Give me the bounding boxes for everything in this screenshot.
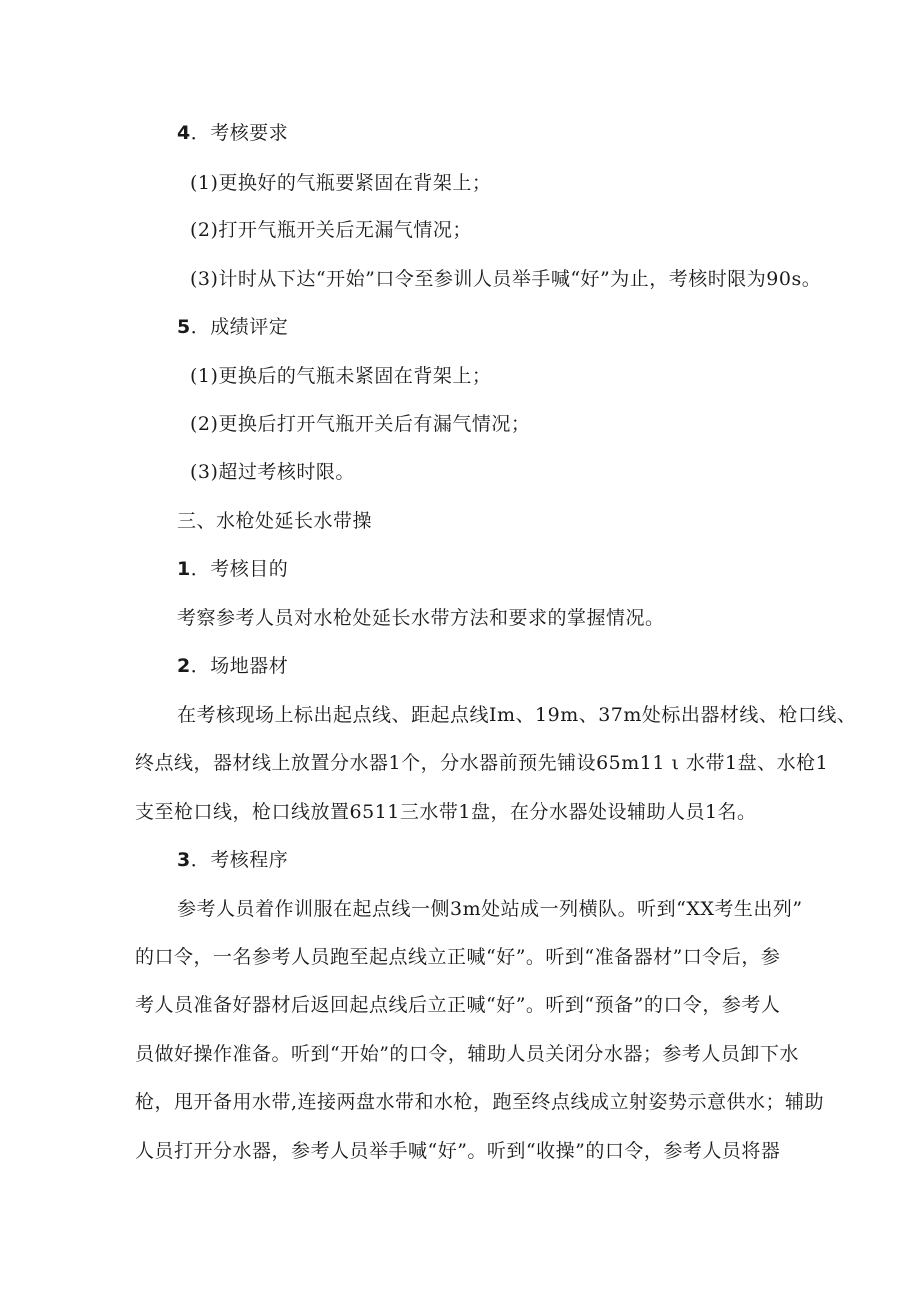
- paragraph-line: (2)打开气瓶开关后无漏气情况；: [190, 219, 472, 241]
- subsection-3-heading: [177, 848, 288, 872]
- section-number: 4: [177, 122, 191, 144]
- subsection-1-heading: [177, 557, 288, 581]
- section-number: 5: [177, 316, 191, 338]
- paragraph-line: 支至枪口线，枪口线放置6511三水带1盘，在分水器处设辅助人员1名。: [135, 801, 757, 823]
- paragraph-line: 考察参考人员对水枪处延长水带方法和要求的掌握情况。: [177, 607, 665, 629]
- section-number: 3: [177, 849, 191, 871]
- paragraph-line: (2)更换后打开气瓶开关后有漏气情况；: [190, 413, 531, 435]
- section-title: ．成绩评定: [190, 316, 289, 338]
- paragraph-line: 在考核现场上标出起点线、距起点线Im、19m、37m处标出器材线、枪口线、: [177, 704, 857, 726]
- paragraph-line: (3)计时从下达“开始”口令至参训人员举手喊“好”为止，考核时限为90s。: [190, 268, 822, 290]
- paragraph-line: 参考人员着作训服在起点线一侧3m处站成一列横队。听到“XX考生出列”: [177, 898, 803, 920]
- paragraph-line: 人员打开分水器，参考人员举手喊“好”。听到“收操”的口令，参考人员将器: [135, 1140, 781, 1162]
- paragraph-line: 终点线，器材线上放置分水器1个，分水器前预先铺设65m11 ι 水带1盘、水枪1: [135, 752, 829, 774]
- paragraph-line: (1)更换好的气瓶要紧固在背架上；: [190, 172, 492, 194]
- paragraph-line: 的口令，一名参考人员跑至起点线立正喊“好”。听到“准备器材”口令后，参: [135, 946, 781, 968]
- paragraph-line: (3)超过考核时限。: [190, 461, 355, 483]
- section-title: ．考核程序: [190, 849, 289, 871]
- section-title: ．考核要求: [190, 122, 289, 144]
- part-3-title: 三、水枪处延长水带操: [177, 510, 373, 532]
- paragraph-line: 考人员准备好器材后返回起点线后立正喊“好”。听到“预备”的口令，参考人: [135, 994, 781, 1016]
- paragraph-line: (1)更换后的气瓶未紧固在背架上；: [190, 365, 492, 387]
- paragraph-line: 枪，甩开备用水带,连接两盘水带和水枪，跑至终点线成立射姿势示意供水；辅助: [135, 1091, 825, 1113]
- section-title: ．考核目的: [190, 558, 289, 580]
- paragraph-line: 员做好操作准备。听到“开始”的口令，辅助人员关闭分水器；参考人员卸下水: [135, 1043, 799, 1065]
- section-number: 1: [177, 558, 191, 580]
- section-number: 2: [177, 655, 191, 677]
- section-5-heading: [177, 315, 288, 339]
- section-4-heading: [177, 121, 288, 145]
- section-title: ．场地器材: [190, 655, 289, 677]
- subsection-2-heading: [177, 654, 288, 678]
